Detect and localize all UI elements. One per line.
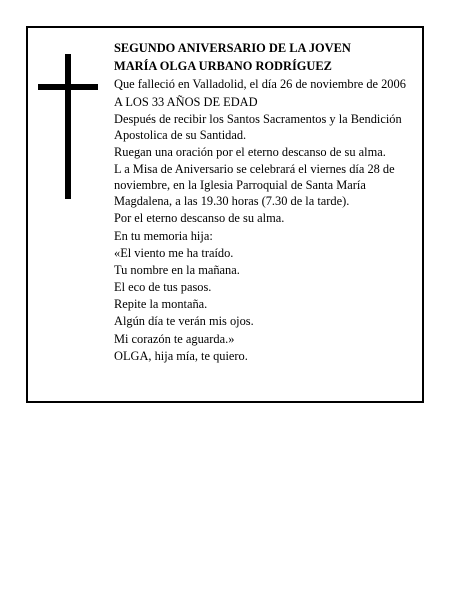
poem-line-1: «El viento me ha traído. <box>114 245 234 260</box>
death-date-paragraph: Que falleció en Valladolid, el día 26 de noviembre de 2006 <box>114 77 406 92</box>
eternal-rest-paragraph: Por el eterno descanso de su alma. <box>114 211 285 226</box>
age-paragraph: A LOS 33 AÑOS DE EDAD <box>114 94 258 109</box>
poem-line-5: Algún día te verán mis ojos. <box>114 314 254 329</box>
sacraments-paragraph: Después de recibir los Santos Sacramentos y la Bendición Apostolica de su Santidad. <box>114 111 402 142</box>
memory-dedication: En tu memoria hija: <box>114 228 213 243</box>
poem-line-4: Repite la montaña. <box>114 297 208 312</box>
cross-icon <box>38 54 98 199</box>
heading-line-1: SEGUNDO ANIVERSARIO DE LA JOVEN <box>114 41 351 55</box>
closing-line: OLGA, hija mía, te quiero. <box>114 348 248 363</box>
poem-line-3: El eco de tus pasos. <box>114 280 212 295</box>
notice-text <box>114 40 414 365</box>
mass-details-paragraph: L a Misa de Aniversario se celebrará el viernes día 28 de noviembre, en la Iglesia Parroquial de Santa María Magdalena, a las 19.30 horas (7.30 de la tarde). <box>114 162 395 209</box>
cross-vertical-bar <box>65 54 71 199</box>
obituary-notice <box>26 26 424 403</box>
prayer-request-paragraph: Ruegan una oración por el eterno descanso de su alma. <box>114 144 386 159</box>
cross-horizontal-bar <box>38 84 98 90</box>
heading-line-2: MARÍA OLGA URBANO RODRÍGUEZ <box>114 59 332 74</box>
poem-line-6: Mi corazón te aguarda.» <box>114 331 235 346</box>
poem-line-2: Tu nombre en la mañana. <box>114 262 240 277</box>
